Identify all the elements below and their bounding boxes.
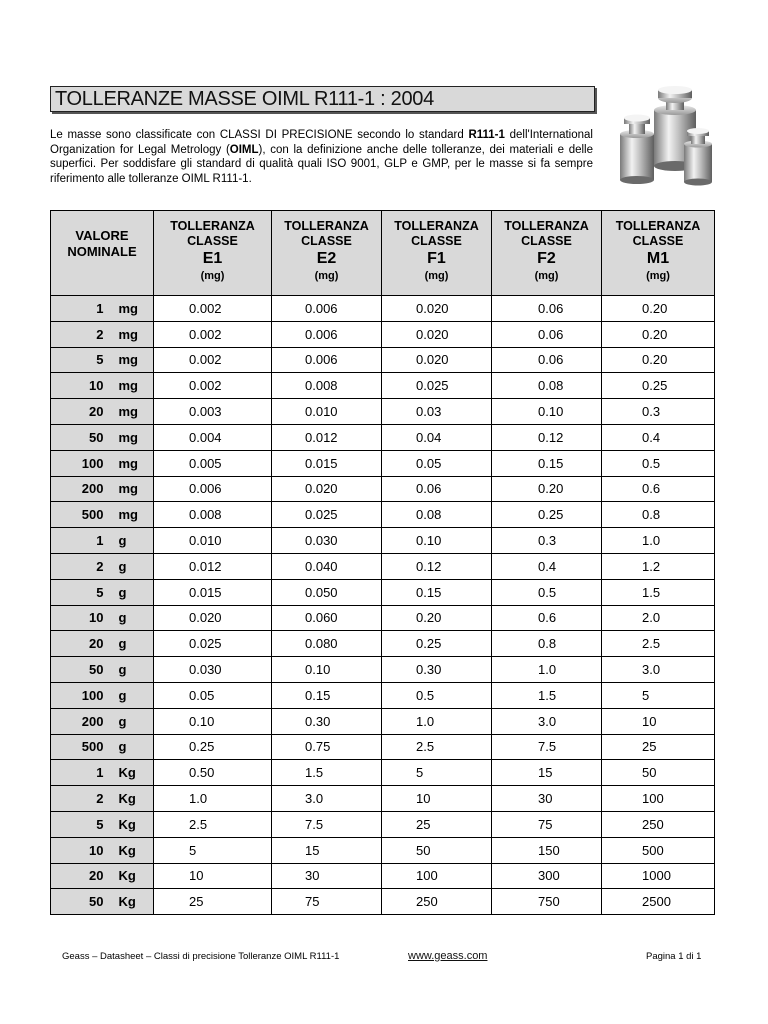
- nominal-value: 10: [51, 373, 111, 399]
- nominal-unit: g: [111, 734, 154, 760]
- nominal-unit: Kg: [111, 863, 154, 889]
- tolerance-cell-e1: 0.006: [154, 476, 272, 502]
- intro-bold-standard: R111-1: [468, 129, 505, 141]
- tolerance-cell-e1: 1.0: [154, 786, 272, 812]
- tolerance-cell-e1: 0.05: [154, 682, 272, 708]
- header-unit: (mg): [534, 270, 559, 282]
- tolerance-cell-e2: 0.010: [272, 399, 382, 425]
- tolerance-cell-f1: 0.05: [382, 450, 492, 476]
- nominal-unit: Kg: [111, 760, 154, 786]
- tolerance-cell-e2: 0.008: [272, 373, 382, 399]
- tolerance-cell-e1: 0.004: [154, 424, 272, 450]
- calibration-weights-icon: [616, 80, 716, 190]
- tolerance-cell-e1: 2.5: [154, 811, 272, 837]
- tolerance-cell-f1: 250: [382, 889, 492, 915]
- nominal-unit: g: [111, 553, 154, 579]
- tolerance-cell-f1: 0.15: [382, 579, 492, 605]
- nominal-unit: g: [111, 708, 154, 734]
- nominal-value: 100: [51, 682, 111, 708]
- tolerance-cell-f1: 0.020: [382, 321, 492, 347]
- tolerance-cell-f2: 0.8: [492, 631, 602, 657]
- tolerance-cell-m1: 1.2: [602, 553, 715, 579]
- nominal-value: 20: [51, 863, 111, 889]
- tolerance-cell-e1: 0.10: [154, 708, 272, 734]
- nominal-unit: mg: [111, 424, 154, 450]
- tolerance-cell-e2: 0.030: [272, 528, 382, 554]
- tolerance-cell-e1: 0.008: [154, 502, 272, 528]
- table-row: [51, 321, 715, 347]
- table-row: [51, 657, 715, 683]
- tolerance-cell-m1: 2.5: [602, 631, 715, 657]
- table-row: [51, 682, 715, 708]
- tolerance-cell-f2: 150: [492, 837, 602, 863]
- nominal-unit: mg: [111, 347, 154, 373]
- header-classe-label: CLASSE: [301, 234, 352, 248]
- nominal-value: 10: [51, 605, 111, 631]
- tolerance-cell-f1: 100: [382, 863, 492, 889]
- tolerance-cell-f2: 300: [492, 863, 602, 889]
- nominal-unit: Kg: [111, 811, 154, 837]
- table-row: [51, 399, 715, 425]
- header-unit: (mg): [314, 270, 339, 282]
- nominal-value: 200: [51, 476, 111, 502]
- tolerance-cell-e1: 0.002: [154, 347, 272, 373]
- nominal-unit: mg: [111, 502, 154, 528]
- table-row: [51, 528, 715, 554]
- intro-text-3: ), con la definizione anche delle tolleranze, dei materiali e delle superfici. Per soddisfare gli standard di qualità quali ISO 9001, GLP e GMP, per le masse si fa sempre riferimento alle tolleranze OIML R111-1.: [50, 143, 593, 185]
- class-name: F1: [427, 250, 446, 267]
- tolerance-cell-f1: 0.5: [382, 682, 492, 708]
- header-class-e2: [272, 211, 382, 296]
- tolerance-cell-e1: 0.010: [154, 528, 272, 554]
- tolerance-cell-f1: 0.04: [382, 424, 492, 450]
- nominal-value: 10: [51, 837, 111, 863]
- tolerance-cell-f2: 1.5: [492, 682, 602, 708]
- header-class-f1: [382, 211, 492, 296]
- nominal-unit: mg: [111, 450, 154, 476]
- tolerance-cell-f1: 5: [382, 760, 492, 786]
- tolerance-cell-e1: 0.25: [154, 734, 272, 760]
- table-row: [51, 450, 715, 476]
- table-row: [51, 605, 715, 631]
- tolerance-cell-m1: 0.20: [602, 296, 715, 322]
- footer-website-link[interactable]: www.geass.com: [408, 950, 488, 962]
- tolerance-cell-f1: 0.12: [382, 553, 492, 579]
- tolerance-cell-f2: 0.08: [492, 373, 602, 399]
- nominal-value: 5: [51, 811, 111, 837]
- tolerance-cell-e1: 0.020: [154, 605, 272, 631]
- table-row: [51, 889, 715, 915]
- tolerance-cell-e2: 0.015: [272, 450, 382, 476]
- tolerance-cell-f2: 0.3: [492, 528, 602, 554]
- tolerance-cell-m1: 1000: [602, 863, 715, 889]
- tolerance-cell-e2: 0.080: [272, 631, 382, 657]
- intro-text-2: dell'International Organization for Legal Metrology (: [50, 129, 593, 156]
- nominal-value: 500: [51, 734, 111, 760]
- nominal-value: 20: [51, 399, 111, 425]
- tolerance-cell-f2: 750: [492, 889, 602, 915]
- tolerance-cell-m1: 0.5: [602, 450, 715, 476]
- header-class-m1: [602, 211, 715, 296]
- header-classe-label: CLASSE: [521, 234, 572, 248]
- class-name: E2: [316, 250, 337, 267]
- tolerance-cell-e1: 0.005: [154, 450, 272, 476]
- nominal-unit: mg: [111, 321, 154, 347]
- header-tol-label: TOLLERANZA: [615, 219, 701, 233]
- tolerance-cell-m1: 0.4: [602, 424, 715, 450]
- class-name: M1: [646, 250, 670, 267]
- tolerance-cell-m1: 1.5: [602, 579, 715, 605]
- tolerance-cell-e2: 0.020: [272, 476, 382, 502]
- header-tol-label: TOLLERANZA: [504, 219, 589, 233]
- nominal-unit: mg: [111, 296, 154, 322]
- header-classe-label: CLASSE: [411, 234, 462, 248]
- tolerance-cell-f2: 0.06: [492, 321, 602, 347]
- tolerance-cell-e2: 0.025: [272, 502, 382, 528]
- nominal-unit: g: [111, 579, 154, 605]
- tolerance-cell-e2: 75: [272, 889, 382, 915]
- tolerance-cell-e1: 5: [154, 837, 272, 863]
- footer-page-number: Pagina 1 di 1: [646, 951, 702, 962]
- table-row: [51, 786, 715, 812]
- tolerance-cell-e2: 1.5: [272, 760, 382, 786]
- tolerance-cell-e2: 15: [272, 837, 382, 863]
- nominal-value: 50: [51, 889, 111, 915]
- tolerance-cell-e2: 0.060: [272, 605, 382, 631]
- tolerance-cell-m1: 0.25: [602, 373, 715, 399]
- tolerance-table: [50, 210, 715, 915]
- tolerance-cell-m1: 0.3: [602, 399, 715, 425]
- tolerance-cell-e2: 0.040: [272, 553, 382, 579]
- table-row: [51, 760, 715, 786]
- tolerance-cell-e1: 0.003: [154, 399, 272, 425]
- header-nominal-line2: NOMINALE: [67, 244, 137, 259]
- table-row: [51, 296, 715, 322]
- tolerance-cell-e1: 0.030: [154, 657, 272, 683]
- tolerance-cell-m1: 50: [602, 760, 715, 786]
- header-class-e1: [154, 211, 272, 296]
- table-row: [51, 373, 715, 399]
- nominal-value: 1: [51, 528, 111, 554]
- tolerance-cell-e2: 0.15: [272, 682, 382, 708]
- tolerance-cell-f2: 0.15: [492, 450, 602, 476]
- class-name: E1: [202, 250, 223, 267]
- footer-left-text: Geass – Datasheet – Classi di precisione Tolleranze OIML R111-1: [62, 951, 340, 962]
- header-unit: (mg): [646, 270, 670, 282]
- tolerance-cell-f1: 10: [382, 786, 492, 812]
- table-row: [51, 347, 715, 373]
- tolerance-cell-f1: 0.025: [382, 373, 492, 399]
- tolerance-cell-e1: 0.025: [154, 631, 272, 657]
- tolerance-cell-f1: 0.06: [382, 476, 492, 502]
- nominal-value: 2: [51, 786, 111, 812]
- nominal-unit: Kg: [111, 837, 154, 863]
- table-row: [51, 502, 715, 528]
- tolerance-cell-e1: 0.015: [154, 579, 272, 605]
- header-class-f2: [492, 211, 602, 296]
- nominal-value: 5: [51, 347, 111, 373]
- header-classe-label: CLASSE: [632, 234, 684, 248]
- nominal-unit: mg: [111, 373, 154, 399]
- tolerance-cell-e1: 0.012: [154, 553, 272, 579]
- nominal-unit: g: [111, 682, 154, 708]
- header-nominal-line1: VALORE: [75, 228, 129, 243]
- intro-bold-oiml: OIML: [229, 143, 259, 156]
- tolerance-cell-m1: 5: [602, 682, 715, 708]
- tolerance-cell-m1: 0.8: [602, 502, 715, 528]
- tolerance-cell-m1: 25: [602, 734, 715, 760]
- tolerance-cell-f1: 0.20: [382, 605, 492, 631]
- tolerance-cell-m1: 250: [602, 811, 715, 837]
- tolerance-cell-f1: 0.10: [382, 528, 492, 554]
- nominal-value: 50: [51, 657, 111, 683]
- tolerance-cell-f2: 0.06: [492, 296, 602, 322]
- tolerance-cell-f1: 0.08: [382, 502, 492, 528]
- tolerance-cell-e1: 10: [154, 863, 272, 889]
- tolerance-cell-f1: 50: [382, 837, 492, 863]
- tolerance-cell-f1: 25: [382, 811, 492, 837]
- header-nominal-value: [51, 211, 154, 296]
- table-row: [51, 476, 715, 502]
- tolerance-cell-f1: 1.0: [382, 708, 492, 734]
- tolerance-cell-f2: 0.10: [492, 399, 602, 425]
- tolerance-cell-e1: 25: [154, 889, 272, 915]
- tolerance-cell-e2: 7.5: [272, 811, 382, 837]
- table-header-row: [51, 211, 715, 296]
- nominal-value: 50: [51, 424, 111, 450]
- header-classe-label: CLASSE: [187, 234, 238, 248]
- tolerance-cell-f1: 0.25: [382, 631, 492, 657]
- nominal-value: 500: [51, 502, 111, 528]
- tolerance-cell-m1: 0.20: [602, 321, 715, 347]
- intro-paragraph: [50, 128, 593, 186]
- tolerance-cell-e2: 0.75: [272, 734, 382, 760]
- tolerance-cell-e2: 30: [272, 863, 382, 889]
- header-unit: (mg): [200, 270, 225, 282]
- tolerance-cell-m1: 1.0: [602, 528, 715, 554]
- tolerance-cell-e2: 0.006: [272, 296, 382, 322]
- tolerance-cell-f2: 0.4: [492, 553, 602, 579]
- tolerance-cell-f2: 0.20: [492, 476, 602, 502]
- tolerance-cell-m1: 0.6: [602, 476, 715, 502]
- table-row: [51, 424, 715, 450]
- intro-text-1: Le masse sono classificate con CLASSI DI PRECISIONE secondo lo standard: [50, 129, 469, 141]
- table-body: [51, 296, 715, 915]
- tolerance-cell-f2: 0.6: [492, 605, 602, 631]
- tolerance-cell-f2: 7.5: [492, 734, 602, 760]
- class-name: F2: [537, 250, 556, 267]
- nominal-unit: g: [111, 605, 154, 631]
- header-tol-label: TOLLERANZA: [394, 219, 479, 233]
- tolerance-cell-m1: 3.0: [602, 657, 715, 683]
- nominal-value: 20: [51, 631, 111, 657]
- tolerance-cell-e2: 0.10: [272, 657, 382, 683]
- nominal-value: 1: [51, 296, 111, 322]
- tolerance-cell-m1: 100: [602, 786, 715, 812]
- tolerance-cell-e2: 3.0: [272, 786, 382, 812]
- table-row: [51, 811, 715, 837]
- tolerance-cell-f1: 0.30: [382, 657, 492, 683]
- header-tol-label: TOLLERANZA: [170, 219, 255, 233]
- nominal-value: 2: [51, 321, 111, 347]
- header-unit: (mg): [424, 270, 449, 282]
- tolerance-cell-f2: 0.12: [492, 424, 602, 450]
- tolerance-cell-m1: 2.0: [602, 605, 715, 631]
- table-row: [51, 553, 715, 579]
- tolerance-cell-m1: 500: [602, 837, 715, 863]
- nominal-unit: g: [111, 528, 154, 554]
- tolerance-cell-f2: 3.0: [492, 708, 602, 734]
- nominal-value: 100: [51, 450, 111, 476]
- tolerance-cell-m1: 2500: [602, 889, 715, 915]
- tolerance-cell-e2: 0.050: [272, 579, 382, 605]
- tolerance-cell-f1: 0.020: [382, 347, 492, 373]
- tolerance-cell-f2: 0.25: [492, 502, 602, 528]
- table-row: [51, 734, 715, 760]
- nominal-value: 5: [51, 579, 111, 605]
- nominal-unit: mg: [111, 399, 154, 425]
- table-row: [51, 863, 715, 889]
- nominal-unit: Kg: [111, 786, 154, 812]
- nominal-value: 200: [51, 708, 111, 734]
- tolerance-cell-e1: 0.002: [154, 321, 272, 347]
- nominal-unit: mg: [111, 476, 154, 502]
- tolerance-cell-e1: 0.002: [154, 296, 272, 322]
- page-title: TOLLERANZE MASSE OIML R111-1 : 2004: [55, 88, 434, 110]
- nominal-unit: Kg: [111, 889, 154, 915]
- header-tol-label: TOLLERANZA: [284, 219, 369, 233]
- tolerance-cell-f2: 1.0: [492, 657, 602, 683]
- tolerance-cell-f2: 30: [492, 786, 602, 812]
- tolerance-cell-e2: 0.30: [272, 708, 382, 734]
- tolerance-cell-m1: 0.20: [602, 347, 715, 373]
- tolerance-cell-e2: 0.006: [272, 321, 382, 347]
- tolerance-cell-f1: 0.03: [382, 399, 492, 425]
- tolerance-cell-f2: 75: [492, 811, 602, 837]
- nominal-unit: g: [111, 657, 154, 683]
- tolerance-cell-m1: 10: [602, 708, 715, 734]
- table-row: [51, 631, 715, 657]
- title-bar: [50, 86, 595, 112]
- table-row: [51, 837, 715, 863]
- tolerance-cell-f1: 2.5: [382, 734, 492, 760]
- table-row: [51, 579, 715, 605]
- tolerance-cell-f2: 0.5: [492, 579, 602, 605]
- tolerance-cell-e2: 0.006: [272, 347, 382, 373]
- nominal-unit: g: [111, 631, 154, 657]
- tolerance-cell-e2: 0.012: [272, 424, 382, 450]
- tolerance-cell-f2: 15: [492, 760, 602, 786]
- nominal-value: 1: [51, 760, 111, 786]
- tolerance-cell-f1: 0.020: [382, 296, 492, 322]
- tolerance-cell-e1: 0.50: [154, 760, 272, 786]
- tolerance-cell-f2: 0.06: [492, 347, 602, 373]
- tolerance-cell-e1: 0.002: [154, 373, 272, 399]
- table-row: [51, 708, 715, 734]
- nominal-value: 2: [51, 553, 111, 579]
